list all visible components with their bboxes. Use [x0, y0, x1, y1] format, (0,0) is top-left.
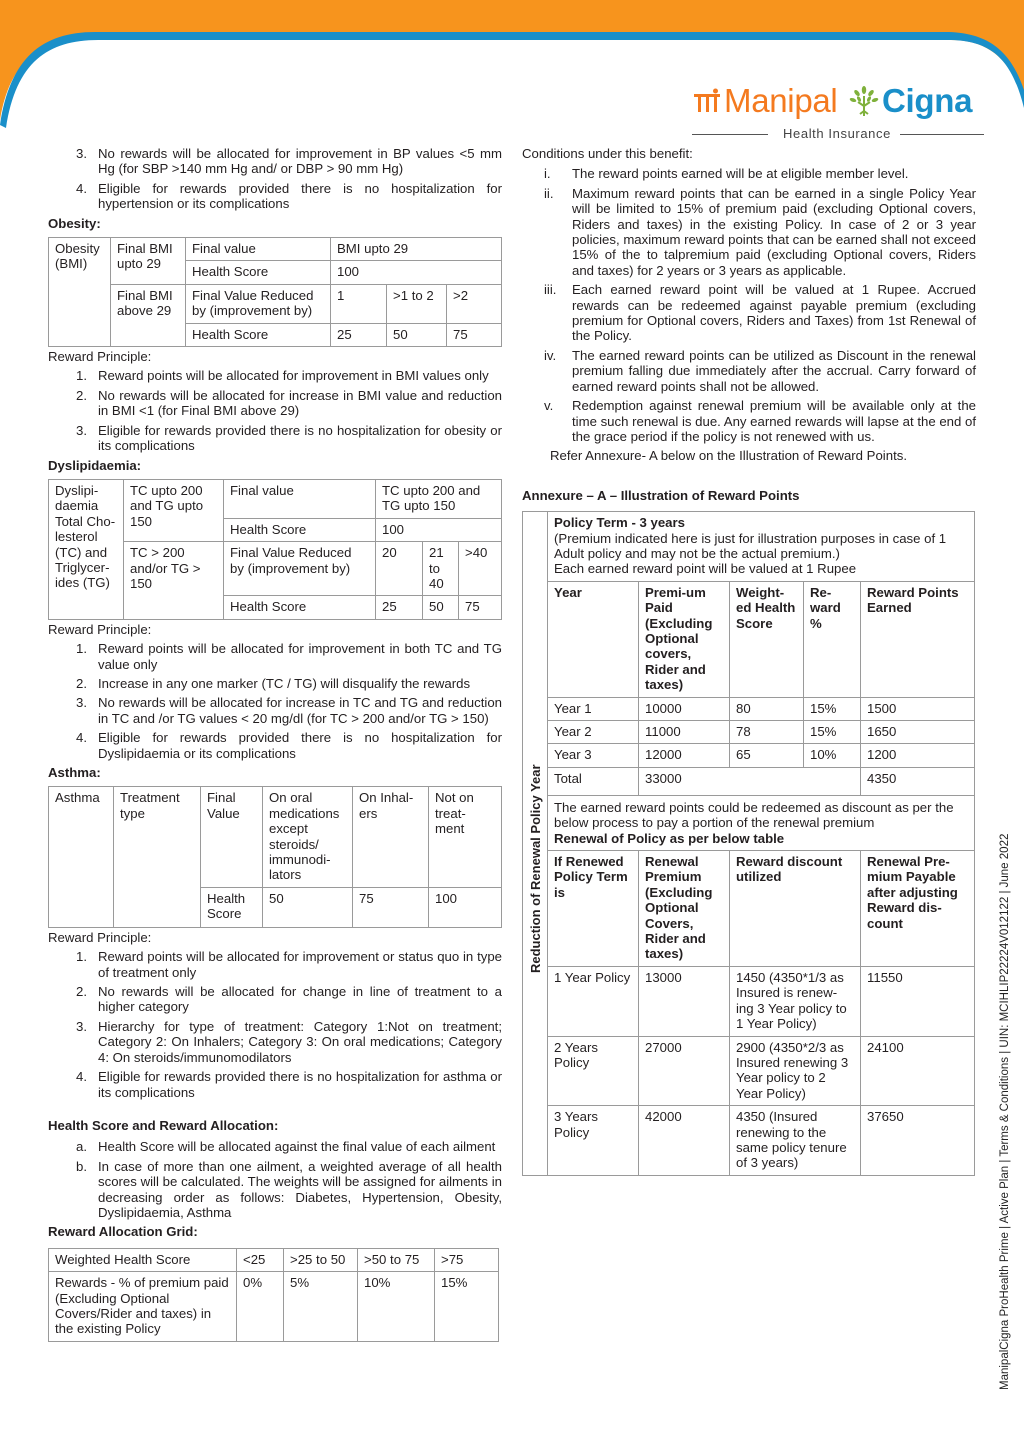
list-item: iii. Each earned reward point will be valued at 1 Rupee. Accrued rewards can be redeemed against payable premium (excluding premium for Optional covers, Riders and Taxes) from 1st Renewal of the Policy.: [544, 282, 976, 344]
asthma-principle-label: Reward Principle:: [48, 929, 152, 945]
table-cell: On oral medications except steroids/ immunodi-lators: [263, 787, 353, 887]
table-cell: 2 Years Policy: [548, 1036, 639, 1106]
list-item: 4. Eligible for rewards provided there is no hospitalization for hypertension or its complications: [76, 180, 502, 212]
manipal-cigna-logo: [692, 82, 986, 144]
table-cell: >25 to 50: [284, 1248, 358, 1271]
policy-term: Policy Term - 3 years: [554, 515, 685, 531]
redeem-note: The earned reward points could be redeemed as discount as per the below process to pay a portion of the renewal premium: [554, 799, 954, 831]
asthma-table: [48, 786, 502, 927]
table-cell: 42000: [639, 1106, 730, 1176]
health-score-allocation-list: [48, 1139, 502, 1220]
table-cell: 10000: [639, 697, 730, 720]
table-cell: 33000: [639, 767, 861, 795]
list-item: 3. Eligible for rewards provided there is no hospitalization for obesity or its complications: [76, 422, 502, 454]
table-cell: Final Value: [201, 787, 263, 887]
table-cell: 65: [730, 744, 804, 767]
bp-list: [48, 146, 502, 212]
table-cell: 4350: [861, 767, 975, 795]
table-row: [523, 744, 975, 767]
redeem-note-cell: [548, 795, 975, 850]
table-cell: Final BMI upto 29: [111, 238, 186, 285]
table-row: [523, 1106, 975, 1176]
table-cell: >75: [435, 1248, 499, 1271]
table-cell: Final value: [224, 479, 376, 518]
list-item: b. In case of more than one ailment, a weighted average of all health scores will be calculated. The weights will be assigned for ailments in decreasing order as follows: Diabetes, Hypertension, Obesity, Dyslipidaemia, Asthma: [76, 1158, 502, 1220]
table-cell: 12000: [639, 744, 730, 767]
table-cell: Health Score: [186, 323, 331, 346]
table-cell: Dyslipi-daemia Total Cho-lesterol (TC) and Triglycer-ides (TG): [49, 479, 124, 619]
cigna-tree-icon: [848, 84, 880, 118]
table-cell: Health Score: [224, 518, 376, 541]
table-cell: 75: [353, 887, 429, 927]
table-cell: 50: [387, 323, 447, 346]
table-cell: 80: [730, 697, 804, 720]
table-cell: 1450 (4350*1/3 as Insured is renew-ing 3 Year policy to 1 Year Policy): [730, 966, 861, 1036]
table-cell: 50: [423, 596, 459, 619]
table-cell: TC upto 200 and TG upto 150: [376, 479, 502, 518]
document-footer-vertical: ManipalCigna ProHealth Prime | Active Plan | Terms & Conditions | UIN: MCIHLIP22224V012122 | June 2022: [999, 833, 1011, 1390]
table-cell: 50: [263, 887, 353, 927]
table-cell: <25: [237, 1248, 284, 1271]
table-cell: 100: [429, 887, 502, 927]
table-cell: 15%: [804, 697, 861, 720]
table-cell: 2900 (4350*2/3 as Insured renewing 3 Year policy to 2 Year Policy): [730, 1036, 861, 1106]
list-item: 3. No rewards will be allocated for improvement in BP values <5 mm Hg (for SBP >140 mm Hg and/ or DBP > 90 mm Hg): [76, 146, 502, 177]
obesity-heading: Obesity:: [48, 215, 101, 231]
table-header: Renewal Pre-mium Payable after adjusting Reward dis-count: [861, 851, 975, 967]
table-cell: >50 to 75: [358, 1248, 435, 1271]
table-cell: Final BMI above 29: [111, 284, 186, 346]
table-cell: 25: [331, 323, 387, 346]
list-item: a. Health Score will be allocated against the final value of each ailment: [76, 1139, 496, 1155]
table-cell: Year 1: [548, 697, 639, 720]
dyslipidaemia-list: [48, 641, 502, 761]
list-item: 1. Reward points will be allocated for improvement or status quo in type of treatment only: [76, 949, 502, 980]
manipal-mark-icon: [692, 86, 722, 116]
table-cell: 11000: [639, 721, 730, 744]
left-column: [48, 146, 502, 1342]
table-cell: 3 Years Policy: [548, 1106, 639, 1176]
table-cell: 100: [376, 518, 502, 541]
table-header: If Renewed Policy Term is: [548, 851, 639, 967]
table-row: [523, 1036, 975, 1106]
table-header: Year: [548, 581, 639, 697]
brand-cigna: Cigna: [882, 82, 973, 119]
illustration-note: (Premium indicated here is just for illustration purposes in case of 1 Adult policy and may not be the actual premium.): [554, 530, 947, 561]
table-cell: 1200: [861, 744, 975, 767]
renewal-year-side-label: Reduction of Renewal Policy Year: [528, 764, 543, 974]
reward-grid-heading: Reward Allocation Grid:: [48, 1224, 198, 1240]
table-cell: Treatment type: [114, 787, 201, 927]
reward-allocation-grid: [48, 1248, 499, 1342]
table-cell: TC > 200 and/or TG > 150: [124, 542, 224, 620]
table-header: Reward Points Earned: [861, 581, 975, 697]
table-cell: 5%: [284, 1272, 358, 1342]
list-item: 1. Reward points will be allocated for improvement in BMI values only: [76, 368, 489, 384]
redeem-title: Renewal of Policy as per below table: [554, 830, 785, 846]
table-cell: 24100: [861, 1036, 975, 1106]
table-cell: Final value: [186, 238, 331, 261]
brand-manipal: Manipal: [724, 82, 838, 119]
conditions-list: [522, 166, 976, 444]
table-row: [523, 721, 975, 744]
table-row: [523, 697, 975, 720]
table-cell: Health Score: [224, 596, 376, 619]
table-cell: Final Value Reduced by (improvement by): [224, 542, 376, 596]
table-header: Re-ward %: [804, 581, 861, 697]
table-header: Weight-ed Health Score: [730, 581, 804, 697]
table-cell: 13000: [639, 966, 730, 1036]
obesity-list: [48, 368, 502, 453]
list-item: 2. No rewards will be allocated for change in line of treatment to a higher category: [76, 984, 502, 1015]
table-cell: Total: [548, 767, 639, 795]
table-cell: 0%: [237, 1272, 284, 1342]
dyslipidaemia-principle-label: Reward Principle:: [48, 621, 152, 637]
table-cell: >1 to 2: [387, 284, 447, 323]
brand-subtitle: [692, 126, 986, 142]
point-value-note: Each earned reward point will be valued at 1 Rupee: [554, 561, 857, 577]
list-item: ii. Maximum reward points that can be earned in a single Policy Year will be limited to 15% of premium paid (excluding Optional covers, Riders and taxes) in the existing Policy. In case of 2 or 3 year policies, maximum reward points that can be earned shall not exceed 15% of the to talpremium paid (excluding Optional covers, Riders and taxes) for 2 years or 3 years as applicable.: [544, 185, 976, 278]
list-item: iv. The earned reward points can be utilized as Discount in the renewal premium falling due immediately after the accrual. Carry forward of earned reward points shall not be allowed.: [544, 347, 976, 394]
annexure-table: [522, 511, 975, 1176]
table-cell: 37650: [861, 1106, 975, 1176]
table-cell: Rewards - % of premium paid (Excluding Optional Covers/Rider and taxes) in the existing Policy: [49, 1272, 237, 1342]
table-cell: Final Value Reduced by (improvement by): [186, 284, 331, 323]
table-cell: 20: [376, 542, 423, 596]
table-cell: 15%: [804, 721, 861, 744]
list-item: 2. Increase in any one marker (TC / TG) will disqualify the rewards: [76, 675, 471, 691]
table-cell: 1 Year Policy: [548, 966, 639, 1036]
list-item: 2. No rewards will be allocated for increase in BMI value and reduction in BMI <1 (for Final BMI above 29): [76, 387, 502, 419]
table-cell: Not on treat-ment: [429, 787, 502, 887]
obesity-principle-label: Reward Principle:: [48, 349, 152, 365]
table-cell: >2: [447, 284, 502, 323]
table-cell: 27000: [639, 1036, 730, 1106]
table-cell: 75: [459, 596, 502, 619]
list-item: 1. Reward points will be allocated for improvement in both TC and TG value only: [76, 641, 502, 672]
list-item: 4. Eligible for rewards provided there is no hospitalization for asthma or its complications: [76, 1069, 502, 1100]
table-cell: Health Score: [201, 887, 263, 927]
annexure-heading: Annexure – A – Illustration of Reward Points: [522, 487, 800, 503]
annexure-box: [522, 511, 976, 1176]
table-cell: Obesity (BMI): [49, 238, 111, 347]
list-item: 3. Hierarchy for type of treatment: Category 1:Not on treatment; Category 2: On Inhalers; Category 3: On oral medications; Category 4: On steroids/immunomodilators: [76, 1018, 502, 1065]
table-row: [523, 966, 975, 1036]
table-cell: 1500: [861, 697, 975, 720]
table-cell: 25: [376, 596, 423, 619]
table-cell: 78: [730, 721, 804, 744]
table-cell: 1: [331, 284, 387, 323]
table-cell: TC upto 200 and TG upto 150: [124, 479, 224, 541]
table-cell: 1650: [861, 721, 975, 744]
list-item: v. Redemption against renewal premium will be available only at the time such renewal is due. Any earned rewards will lapse at the end of the grace period if the policy is not renewed with us.: [544, 398, 976, 444]
table-cell: Year 3: [548, 744, 639, 767]
table-cell: Year 2: [548, 721, 639, 744]
asthma-heading: Asthma:: [48, 765, 101, 780]
table-header: Reward discount utilized: [730, 851, 861, 967]
table-cell: BMI upto 29: [331, 238, 502, 261]
table-cell: 11550: [861, 966, 975, 1036]
table-cell: 75: [447, 323, 502, 346]
list-item: i. The reward points earned will be at eligible member level.: [544, 166, 909, 182]
table-cell: 21 to 40: [423, 542, 459, 596]
table-cell: 4350 (Insured renewing to the same policy tenure of 3 years): [730, 1106, 861, 1176]
list-item: 3. No rewards will be allocated for increase in TC and TG and reduction in TC and /or TG values < 20 mg/dl (for TC > 200 and/or TG > 150): [76, 695, 502, 726]
table-header: Premi-um Paid (Excluding Optional covers, Rider and taxes): [639, 581, 730, 697]
asthma-list: [48, 949, 502, 1100]
health-score-allocation-heading: Health Score and Reward Allocation:: [48, 1117, 279, 1133]
table-cell: Health Score: [186, 261, 331, 284]
table-header: Renewal Premium (Excluding Optional Covers, Rider and taxes): [639, 851, 730, 967]
right-column: [522, 146, 976, 1176]
table-row: [523, 767, 975, 795]
obesity-table: [48, 237, 502, 347]
table-cell: >40: [459, 542, 502, 596]
table-cell: 100: [331, 261, 502, 284]
table-cell: 10%: [804, 744, 861, 767]
annexure-reference: Refer Annexure- A below on the Illustration of Reward Points.: [550, 448, 907, 464]
dyslipidaemia-heading: Dyslipidaemia:: [48, 457, 142, 473]
list-item: 4. Eligible for rewards provided there is no hospitalization for Dyslipidaemia or its complications: [76, 730, 502, 761]
dyslipidaemia-table: [48, 479, 502, 620]
table-cell: On Inhal-ers: [353, 787, 429, 887]
table-cell: 10%: [358, 1272, 435, 1342]
table-cell: Weighted Health Score: [49, 1248, 237, 1271]
conditions-heading: Conditions under this benefit:: [522, 146, 693, 161]
table-cell: 15%: [435, 1272, 499, 1342]
policy-term-cell: [548, 512, 975, 582]
table-cell: Asthma: [49, 787, 114, 927]
brand-subtitle-text: Health Insurance: [783, 126, 891, 141]
